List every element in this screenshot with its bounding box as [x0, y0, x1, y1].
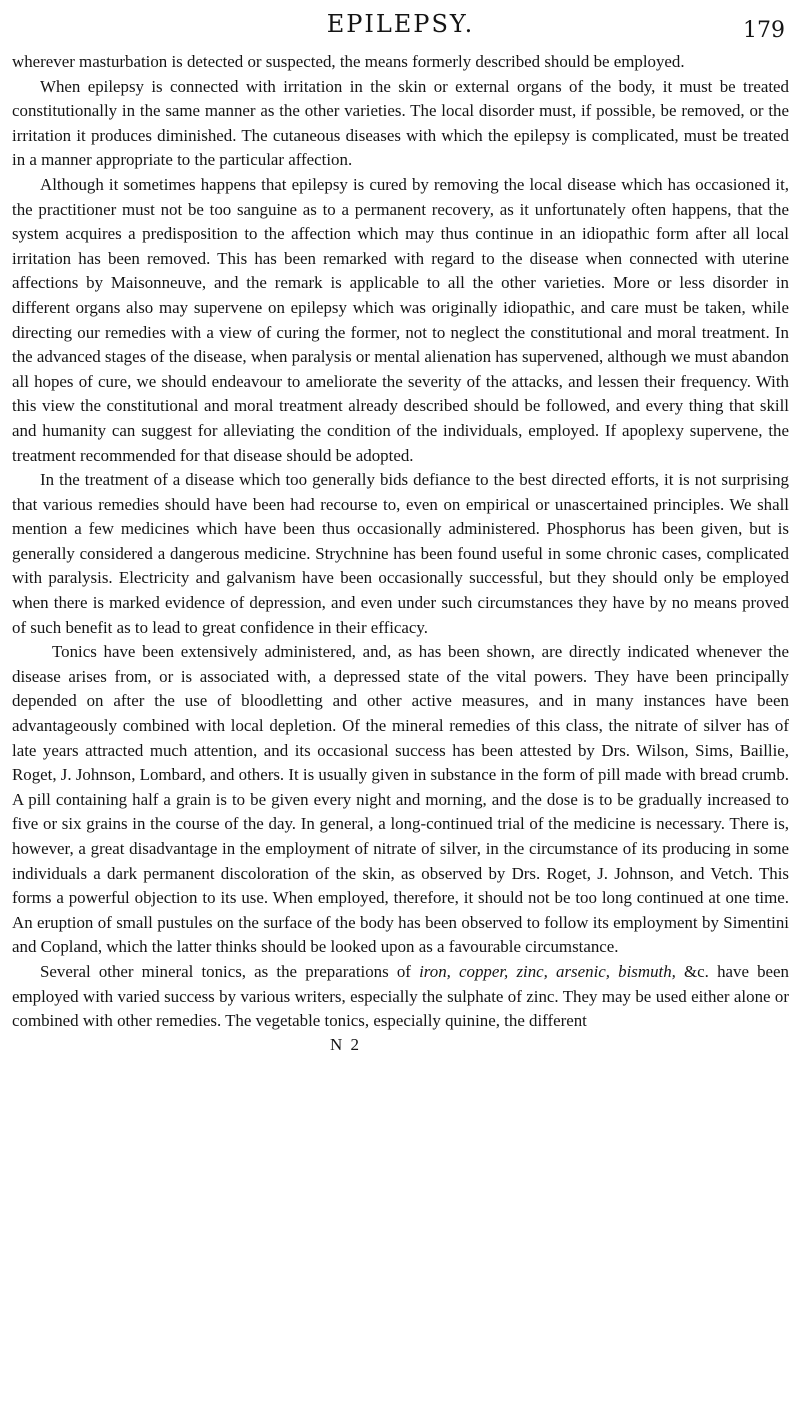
running-title: EPILEPSY.	[326, 10, 475, 38]
paragraph-masturbation: wherever masturbation is detected or suspected, the means formerly described should be employed.	[12, 52, 685, 71]
paragraph-tonics: Tonics have been extensively administered, and, as has been shown, are directly indicated whenever the disease arises from, or is associated with, a depressed state of the vital powers. They have been principally depended on after the use of bloodletting and other active measures, and in many instances have been advantageously combined with local depletion. Of the mineral remedies of this class, the nitrate of silver has of late years attracted much attention, and its occasional success has been attested by Drs. Wilson, Sims, Baillie, Roget, J. Johnson, Lombard, and others. It is usually given in substance in the form of pill made with bread crumb. A pill containing half a grain is to be given every night and morning, and the dose is to be gradually increased to five or six grains in the course of the day. In general, a long-continued trial of the medicine is necessary. There is, however, a great disadvantage in the employment of nitrate of silver, in the circumstance of its producing in some individuals a dark permanent discoloration of the skin, as observed by Drs. Roget, J. Johnson, and Vetch. This forms a powerful objection to its use. When employed, therefore, it should not be too long continued at one time. An eruption of small pustules on the surface of the body has been observed to follow its employment by Simentini and Copland, which the latter thinks should be looked upon as a favourable circumstance.	[12, 642, 789, 957]
paragraph-mineral-tonics	[12, 960, 789, 1034]
paragraph-local-disease: Although it sometimes happens that epilepsy is cured by removing the local disease which has occasioned it, the practitioner must not be too sanguine as to a permanent recovery, as it unfortunately often happens, that the system acquires a predisposition to the affection which may thus continue in an idiopathic form after all local irritation has been removed. This has been remarked with regard to the disease when connected with uterine affections by Maisonneuve, and the remark is applicable to all the other varieties. More or less disorder in different organs also may supervene on epilepsy which was originally idiopathic, and care must be taken, while directing our remedies with a view of curing the former, not to neglect the constitutional and moral treatment. In the advanced stages of the disease, when paralysis or mental alienation has supervened, although we must abandon all hopes of cure, we should endeavour to ameliorate the severity of the attacks, and lessen their frequency. With this view the constitutional and moral treatment already described should be followed, and every thing that skill and humanity can suggest for alleviating the condition of the individuals, employed. If apoplexy supervene, the treatment recommended for that disease should be adopted.	[12, 174, 789, 465]
mineral-tonics-intro: Several other mineral tonics, as the preparations of	[40, 961, 420, 981]
body-text	[12, 50, 789, 1034]
page-number: 179	[743, 18, 785, 43]
mineral-tonics-rest: &c. have been employed with varied success by various writers, especially the sulphate of zinc. They may be used either alone or combined with other remedies. The vegetable tonics, especially quinine, the different	[12, 961, 790, 1031]
mineral-list: iron, copper, zinc, arsenic, bismuth,	[419, 961, 676, 981]
running-head	[12, 8, 789, 42]
paragraph-remedies: In the treatment of a disease which too generally bids defiance to the best directed efforts, it is not surprising that various remedies should have been had recourse to, even on empirical or unascertained principles. We shall mention a few medicines which have been thus occasionally administered. Phosphorus has been given, but is generally considered a dangerous medicine. Strychnine has been found useful in some chronic cases, complicated with paralysis. Electricity and galvanism have been occasionally successful, but they should only be employed when there is marked evidence of depression, and even under such circumstances they have by no means proved of such benefit as to lead to great confidence in their efficacy.	[12, 470, 789, 637]
signature-mark: N 2	[329, 1034, 362, 1054]
paragraph-skin-irritation: When epilepsy is connected with irritation in the skin or external organs of the body, it must be treated constitutionally in the same manner as the other varieties. The local disorder must, if possible, be removed, or the irritation it produces diminished. The cutaneous diseases with which the epilepsy is complicated, must be treated in a manner appropriate to the particular affection.	[12, 76, 789, 170]
